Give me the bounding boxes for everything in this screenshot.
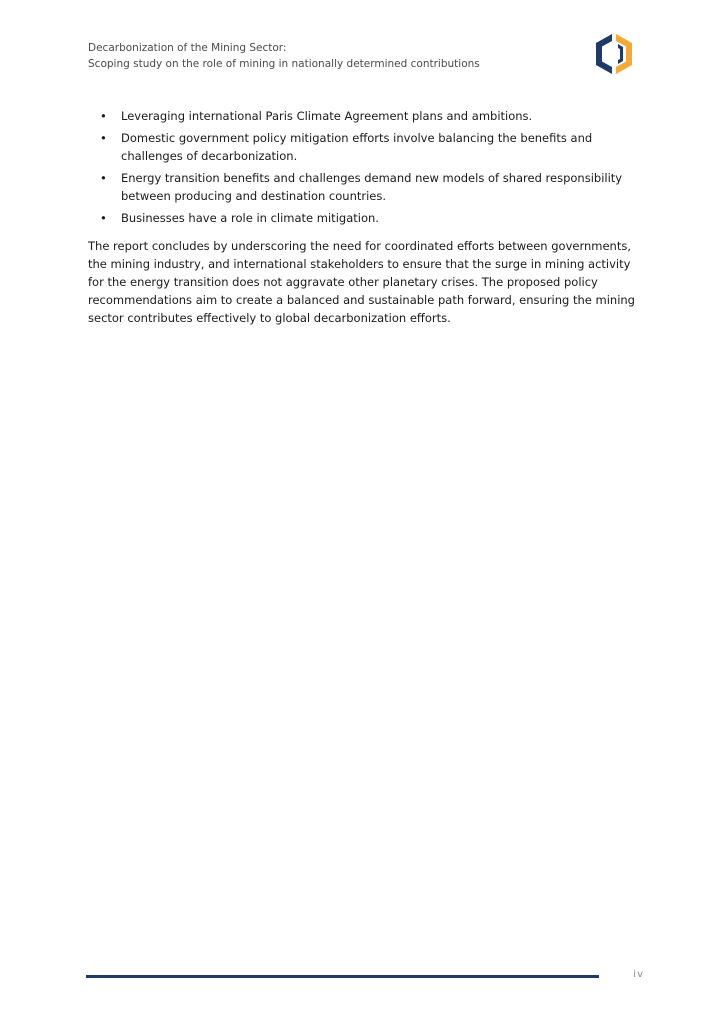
bullet-marker: •: [100, 171, 107, 185]
bullet-item: [88, 107, 644, 125]
bullet-marker: •: [100, 109, 107, 123]
header-subtitle: Scoping study on the role of mining in nationally determined contributions: [88, 58, 480, 70]
bullet-text: Leveraging international Paris Climate Agreement plans and ambitions.: [121, 109, 533, 123]
body-content: [88, 107, 644, 339]
hexagon-brackets-logo: [590, 32, 638, 76]
page-number: iv: [633, 969, 644, 980]
bullet-item: [88, 129, 644, 165]
header-title: Decarbonization of the Mining Sector:: [88, 42, 287, 54]
logo-navy-bracket: [596, 34, 612, 74]
bullet-text: Energy transition benefits and challenges demand new models of shared responsibility between producing and destination countries.: [121, 171, 623, 203]
running-header: [88, 40, 568, 72]
logo-inner-accent: [618, 44, 623, 64]
footer-rule: [86, 975, 599, 978]
bullet-item: [88, 209, 644, 227]
bullet-text: Domestic government policy mitigation efforts involve balancing the benefits and challenges of decarbonization.: [121, 131, 593, 163]
bullet-marker: •: [100, 131, 107, 145]
bullet-marker: •: [100, 211, 107, 225]
bullet-item: [88, 169, 644, 205]
bullet-list: [88, 107, 644, 227]
logo-gold-bracket: [616, 34, 632, 74]
conclusion-paragraph: The report concludes by underscoring the need for coordinated efforts between governments, the mining industry, and international stakeholders to ensure that the surge in mining activity for the energy transition does not aggravate other planetary crises. The proposed policy recommendations aim to create a balanced and sustainable path forward, ensuring the mining sector contributes effectively to global decarbonization efforts.: [88, 239, 635, 325]
logo-icon: [590, 32, 638, 76]
bullet-text: Businesses have a role in climate mitigation.: [121, 211, 379, 225]
